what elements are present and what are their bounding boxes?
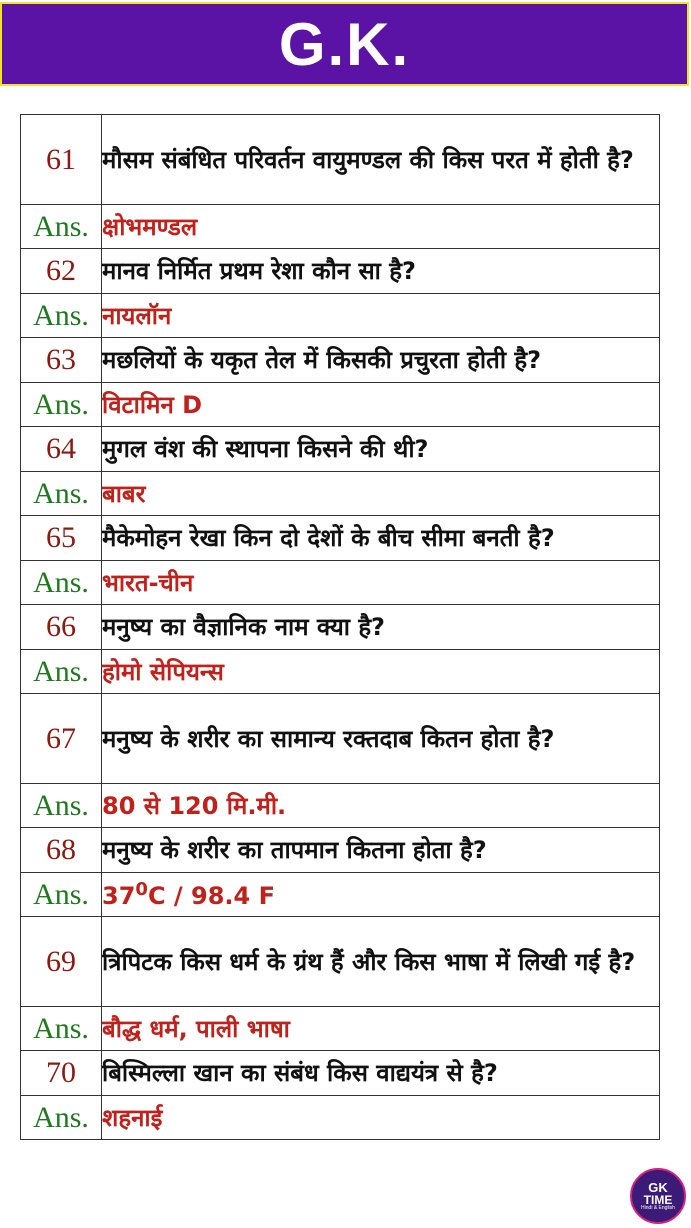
answer-label: Ans. [21,650,102,694]
answer-row [21,205,660,249]
question-number: 65 [21,516,102,561]
question-row [21,249,660,294]
question-text: बिस्मिल्ला खान का संबंध किस वाद्ययंत्र से है? [102,1051,660,1096]
answer-text: शहनाई [102,1096,660,1140]
answer-label: Ans. [21,1096,102,1140]
answer-row [21,1096,660,1140]
question-text: मौसम संबंधित परिवर्तन वायुमण्डल की किस परत में होती है? [102,115,660,205]
answer-row [21,383,660,427]
answer-label: Ans. [21,784,102,828]
question-text: मनुष्य के शरीर का सामान्य रक्तदाब कितन होता है? [102,694,660,784]
logo-line-1: GK [648,1180,668,1195]
answer-row [21,294,660,338]
answer-text: बौद्ध धर्म, पाली भाषा [102,1007,660,1051]
question-row [21,115,660,205]
answer-text: बाबर [102,472,660,516]
question-text: मानव निर्मित प्रथम रेशा कौन सा है? [102,249,660,294]
answer-row [21,784,660,828]
answer-label: Ans. [21,873,102,917]
answer-row [21,873,660,917]
question-row [21,694,660,784]
question-row [21,338,660,383]
answer-text: क्षोभमण्डल [102,205,660,249]
answer-row [21,1007,660,1051]
answer-text: 80 से 120 मि.मी. [102,784,660,828]
question-text: मछलियों के यकृत तेल में किसकी प्रचुरता होती है? [102,338,660,383]
answer-text: होमो सेपियन्स [102,650,660,694]
question-text: मनुष्य के शरीर का तापमान कितना होता है? [102,828,660,873]
answer-text: नायलॉन [102,294,660,338]
question-number: 66 [21,605,102,650]
answer-temp-units: C / 98.4 F [147,882,275,910]
question-row [21,917,660,1007]
answer-label: Ans. [21,472,102,516]
logo-line-2: TIME [643,1193,673,1207]
answer-label: Ans. [21,294,102,338]
answer-text: भारत-चीन [102,561,660,605]
question-number: 61 [21,115,102,205]
answer-row [21,650,660,694]
header-banner [0,2,689,86]
page-title: G.K. [278,10,411,78]
question-text: मनुष्य का वैज्ञानिक नाम क्या है? [102,605,660,650]
question-number: 63 [21,338,102,383]
question-number: 64 [21,427,102,472]
question-text: मुगल वंश की स्थापना किसने की थी? [102,427,660,472]
question-text: मैकेमोहन रेखा किन दो देशों के बीच सीमा बनती है? [102,516,660,561]
question-number: 62 [21,249,102,294]
question-number: 69 [21,917,102,1007]
question-number: 67 [21,694,102,784]
answer-text: विटामिन D [102,383,660,427]
question-row [21,605,660,650]
logo-line-3: Hindi & English [641,1205,675,1211]
answer-row [21,472,660,516]
qa-table [20,114,660,1140]
answer-text [102,873,660,917]
question-text: त्रिपिटक किस धर्म के ग्रंथ हैं और किस भाषा में लिखी गई है? [102,917,660,1007]
question-row [21,516,660,561]
question-row [21,1051,660,1096]
question-number: 68 [21,828,102,873]
gk-time-logo [630,1168,686,1224]
answer-label: Ans. [21,205,102,249]
answer-label: Ans. [21,1007,102,1051]
question-row [21,427,660,472]
answer-row [21,561,660,605]
question-number: 70 [21,1051,102,1096]
degree-superscript: 0 [135,879,148,900]
answer-label: Ans. [21,561,102,605]
answer-label: Ans. [21,383,102,427]
question-row [21,828,660,873]
answer-temp-value: 37 [102,882,136,910]
